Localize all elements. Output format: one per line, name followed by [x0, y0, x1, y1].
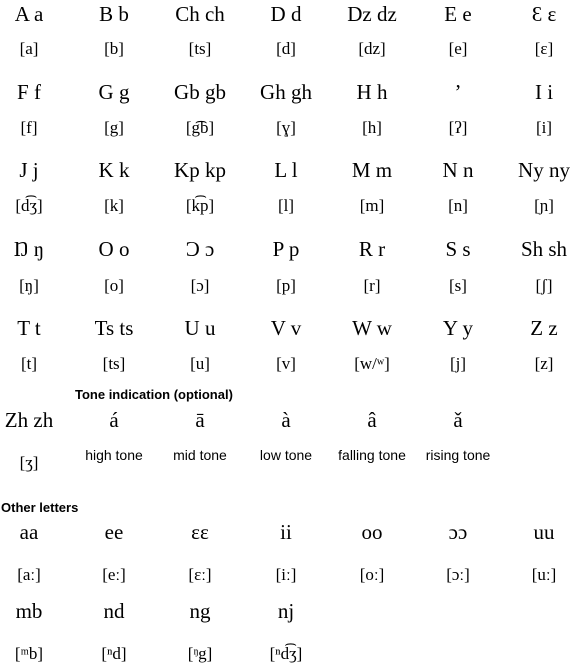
ipa-cell: [ɲ] [534, 196, 554, 215]
letter-cell: Ny ny [518, 158, 570, 182]
letter-cell: Ŋ ŋ [13, 237, 45, 261]
letter-cell: G g [98, 80, 130, 104]
ipa-cell: [g] [104, 118, 124, 137]
ipa-cell: [ʃ] [535, 276, 553, 295]
ipa-cell: [l] [277, 196, 295, 215]
letter-cell: O o [98, 237, 130, 261]
tone-mark: á [109, 408, 119, 432]
tone-name: low tone [259, 447, 313, 463]
letter-cell: J j [19, 158, 39, 182]
letter-cell: T t [17, 316, 41, 340]
ipa-cell: [k] [104, 196, 124, 215]
ipa-cell: [ɣ] [276, 118, 296, 137]
letter-cell: uu [533, 520, 555, 544]
letter-cell: Kp kp [174, 158, 226, 182]
ipa-cell: [ᵑg] [187, 644, 213, 663]
ipa-cell: [h] [362, 118, 382, 137]
letter-cell: ɔɔ [448, 520, 468, 544]
ipa-cell: [u] [190, 354, 210, 373]
tone-mark: à [281, 408, 291, 432]
letter-cell: nj [277, 599, 295, 623]
letter-cell: M m [351, 158, 393, 182]
letter-cell: P p [272, 237, 300, 261]
ipa-cell: [ʒ] [19, 453, 39, 472]
tone-mark: ā [195, 408, 205, 432]
ipa-cell: [t] [20, 354, 38, 373]
ipa-cell: [ɛ] [534, 39, 554, 58]
other-letters-heading: Other letters [1, 500, 79, 515]
letter-cell: R r [358, 237, 386, 261]
ipa-cell: [ŋ] [19, 276, 39, 295]
letter-cell: Gh gh [260, 80, 312, 104]
letter-cell: Ch ch [175, 2, 225, 26]
ipa-cell: [ɔː] [446, 565, 470, 584]
letter-cell: H h [356, 80, 388, 104]
ipa-cell: [s] [449, 276, 467, 295]
letter-cell: D d [270, 2, 302, 26]
ipa-cell: [e] [448, 39, 468, 58]
ipa-cell: [i] [535, 118, 553, 137]
letter-cell: K k [98, 158, 130, 182]
letter-cell: Z z [530, 316, 558, 340]
letter-cell: Gb gb [174, 80, 226, 104]
letter-cell: Y y [442, 316, 474, 340]
ipa-cell: [z] [534, 354, 554, 373]
ipa-cell: [ⁿd] [101, 644, 127, 663]
ipa-cell: [k͡p] [185, 196, 215, 215]
ipa-cell: [iː] [275, 565, 297, 584]
ipa-cell: [n] [448, 196, 468, 215]
ipa-cell: [j] [449, 354, 467, 373]
letter-cell: S s [445, 237, 471, 261]
letter-cell: ’ [454, 80, 462, 104]
letter-cell: U u [184, 316, 216, 340]
letter-cell: V v [270, 316, 302, 340]
ipa-cell: [a] [19, 39, 39, 58]
letter-cell: E e [444, 2, 472, 26]
ipa-cell: [dz] [358, 39, 386, 58]
tone-mark: â [367, 408, 377, 432]
tone-name: high tone [85, 447, 143, 463]
tone-mark: ǎ [453, 408, 463, 432]
ipa-cell: [v] [276, 354, 296, 373]
letter-cell: B b [99, 2, 129, 26]
letter-cell: L l [274, 158, 298, 182]
letter-cell: ii [280, 520, 292, 544]
ipa-cell: [ɛː] [188, 565, 212, 584]
ipa-cell: [m] [359, 196, 385, 215]
ipa-cell: [ⁿd͡ʒ] [269, 644, 303, 663]
letter-cell: Ɛ ɛ [531, 2, 557, 26]
letter-cell: I i [534, 80, 554, 104]
letter-cell: aa [19, 520, 39, 544]
ipa-cell: [f] [20, 118, 38, 137]
letter-cell: W w [352, 316, 392, 340]
ipa-cell: [b] [104, 39, 124, 58]
ipa-cell: [oː] [359, 565, 385, 584]
tone-name: mid tone [173, 447, 227, 463]
letter-cell: ɛɛ [191, 520, 209, 544]
ipa-cell: [eː] [102, 565, 126, 584]
ipa-cell: [uː] [531, 565, 557, 584]
ipa-cell: [ʔ] [448, 118, 468, 137]
letter-cell: ee [104, 520, 124, 544]
ipa-cell: [d͡ʒ] [15, 196, 43, 215]
ipa-cell: [ᵐb] [14, 644, 44, 663]
letter-cell: N n [442, 158, 474, 182]
letter-cell: Sh sh [520, 237, 568, 261]
tone-name: falling tone [338, 447, 406, 463]
ipa-cell: [aː] [17, 565, 41, 584]
ipa-cell: [p] [276, 276, 296, 295]
letter-cell: ng [189, 599, 211, 623]
ipa-cell: [o] [104, 276, 124, 295]
letter-cell: F f [17, 80, 41, 104]
ipa-cell: [r] [363, 276, 381, 295]
letter-cell: Dz dz [347, 2, 397, 26]
ipa-cell: [ts] [188, 39, 212, 58]
letter-cell: Zh zh [4, 408, 54, 432]
ipa-cell: [ɔ] [190, 276, 210, 295]
ipa-cell: [d] [276, 39, 296, 58]
ipa-cell: [w/ʷ] [354, 354, 390, 373]
ipa-cell: [ts] [102, 354, 126, 373]
ipa-cell: [g͡b] [185, 118, 215, 137]
letter-cell: Ɔ ɔ [185, 237, 215, 261]
tone-heading: Tone indication (optional) [75, 387, 233, 402]
tone-name: rising tone [425, 447, 491, 463]
letter-cell: oo [361, 520, 383, 544]
letter-cell: Ts ts [94, 316, 134, 340]
letter-cell: mb [15, 599, 43, 623]
letter-cell: A a [14, 2, 44, 26]
letter-cell: nd [103, 599, 125, 623]
